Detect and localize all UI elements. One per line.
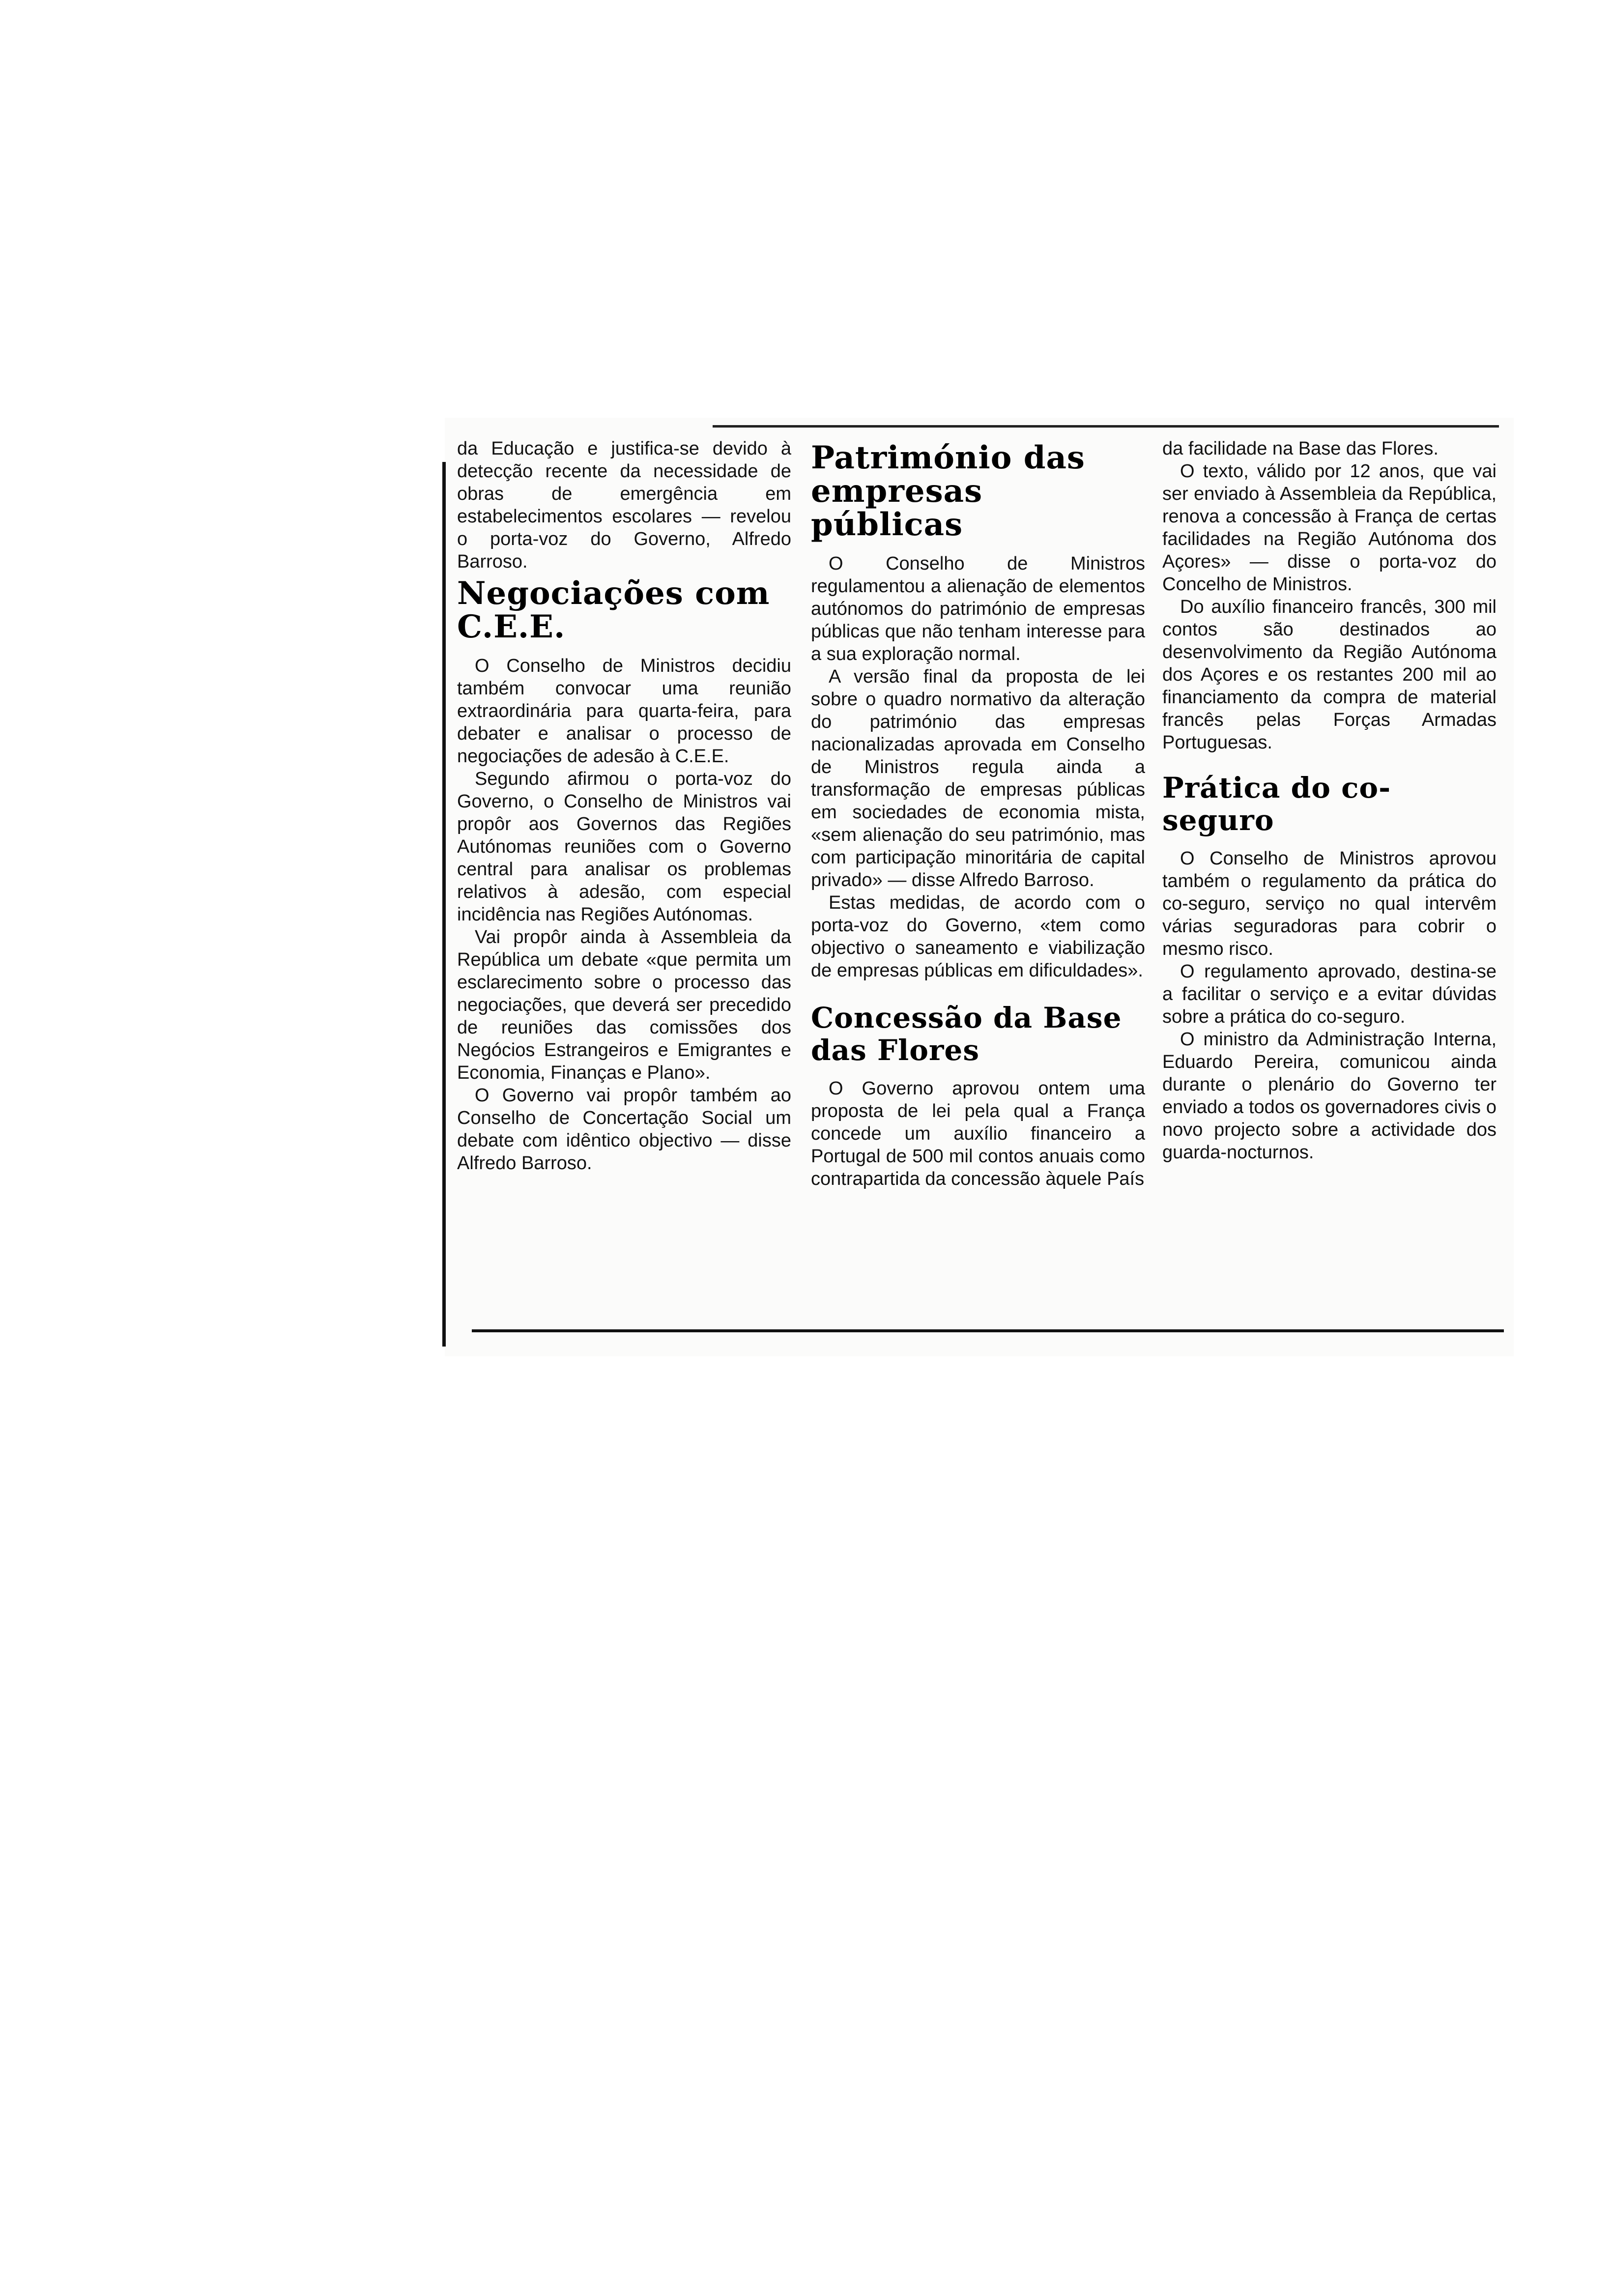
article-paragraph: O ministro da Administração Interna, Eduardo Pereira, comunicou ainda durante o plenário do Governo ter enviado a todos os governadores civis o novo projecto sobre a actividade dos guarda-nocturnos. bbox=[1162, 1029, 1497, 1163]
article-paragraph: da facilidade na Base das Flores. bbox=[1162, 438, 1439, 459]
column-2 bbox=[811, 437, 1145, 1190]
section-heading: Concessão da Base das Flores bbox=[811, 1001, 1122, 1067]
article-paragraph: Segundo afirmou o porta-voz do Governo, o Conselho de Ministros vai propôr aos Governos das Regiões Autónomas reuniões com o Governo central para analisar os problemas relativos à adesão, com especial incidência nas Regiões Autónomas. bbox=[457, 769, 791, 925]
article-paragraph: Do auxílio financeiro francês, 300 mil contos são destinados ao desenvolvimento da Região Autónoma dos Açores e os restantes 200 mil ao financiamento da compra de material francês pelas Forças Armadas Portuguesas. bbox=[1162, 597, 1497, 753]
article-paragraph: da Educação e justifica-se devido à detecção recente da necessidade de obras de emergência em estabelecimentos escolares — revelou o porta-voz do Governo, Alfredo Barroso. bbox=[457, 438, 791, 572]
article-paragraph: O Conselho de Ministros aprovou também o regulamento da prática do co-seguro, serviço no qual intervêm várias seguradoras para cobrir o mesmo risco. bbox=[1162, 848, 1497, 959]
section-heading: Negociações com C.E.E. bbox=[457, 575, 770, 645]
article-paragraph: O regulamento aprovado, destina-se a facilitar o serviço e a evitar dúvidas sobre a prática do co-seguro. bbox=[1162, 961, 1497, 1027]
left-rule bbox=[442, 462, 446, 1347]
section-heading: Património das empresas públicas bbox=[811, 439, 1085, 543]
bottom-rule bbox=[472, 1329, 1504, 1332]
article-paragraph: O Governo vai propôr também ao Conselho de Concertação Social um debate com idêntico objectivo — disse Alfredo Barroso. bbox=[457, 1085, 791, 1174]
article-paragraph: A versão final da proposta de lei sobre o quadro normativo da alteração do património das empresas nacionalizadas aprovada em Conselho de Ministros regula ainda a transformação de empresas públicas em sociedades de economia mista, «sem alienação do seu património, mas com participação minoritária de capital privado» — disse Alfredo Barroso. bbox=[811, 666, 1145, 890]
article-paragraph: O texto, válido por 12 anos, que vai ser enviado à Assembleia da República, renova a concessão à França de certas facilidades na Região Autónoma dos Açores» — disse o porta-voz do Concelho de Ministros. bbox=[1162, 461, 1497, 595]
article-paragraph: Vai propôr ainda à Assembleia da República um debate «que permita um esclarecimento sobre o processo das negociações, que deverá ser precedido de reuniões das comissões dos Negócios Estrangeiros e Emigrantes e Economia, Finanças e Plano». bbox=[457, 927, 791, 1083]
article-paragraph: O Governo aprovou ontem uma proposta de lei pela qual a França concede um auxílio financeiro a Portugal de 500 mil contos anuais como contrapartida da concessão àquele País bbox=[811, 1078, 1145, 1189]
section-heading: Prática do co-seguro bbox=[1162, 771, 1391, 837]
column-1 bbox=[457, 437, 791, 1175]
article-paragraph: O Conselho de Ministros regulamentou a alienação de elementos autónomos do património de empresas públicas que não tenham interesse para a sua exploração normal. bbox=[811, 553, 1145, 664]
article-paragraph: O Conselho de Ministros decidiu também convocar uma reunião extraordinária para quarta-feira, para debater e analisar o processo de negociações de adesão à C.E.E. bbox=[457, 656, 791, 767]
top-rule bbox=[713, 425, 1499, 428]
column-3 bbox=[1162, 437, 1497, 1164]
article-paragraph: Estas medidas, de acordo com o porta-voz do Governo, «tem como objectivo o saneamento e viabilização de empresas públicas em dificuldades». bbox=[811, 892, 1145, 981]
